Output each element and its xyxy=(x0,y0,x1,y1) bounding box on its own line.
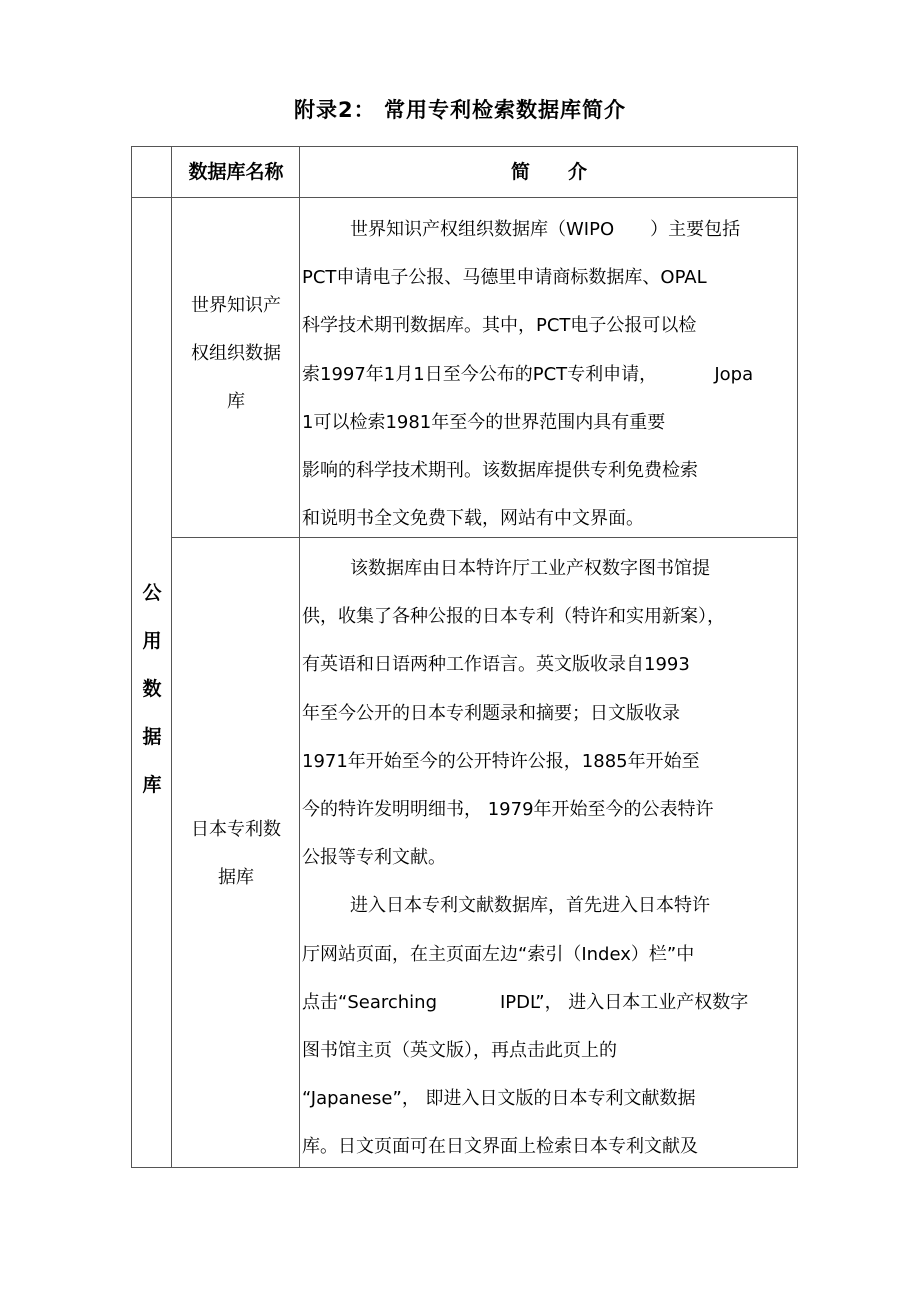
wipo-name-cell xyxy=(172,282,300,426)
category-char: 用 xyxy=(142,630,162,652)
desc-line: 今的特许发明明细书， 1979年开始至今的公表特许 xyxy=(302,798,714,820)
category-char: 据 xyxy=(142,726,162,748)
desc-line: 影响的科学技术期刊。该数据库提供专利免费检索 xyxy=(302,459,698,481)
name-line: 库 xyxy=(227,391,245,412)
jp-name-cell xyxy=(172,806,300,902)
desc-line: 和说明书全文免费下载，网站有中文界面。 xyxy=(302,508,644,530)
jp-description-cell xyxy=(300,545,798,1171)
desc-line: 点击“Searching IPDL”， 进入日本工业产权数字 xyxy=(302,991,749,1013)
name-line: 权组织数据 xyxy=(191,343,281,364)
category-char: 库 xyxy=(142,774,162,796)
category-char: 数 xyxy=(142,678,162,700)
desc-line: PCT申请电子公报、马德里申请商标数据库、OPAL xyxy=(302,267,707,289)
desc-line: 图书馆主页（英文版），再点击此页上的 xyxy=(302,1039,617,1061)
desc-line: 年至今公开的日本专利题录和摘要；日文版收录 xyxy=(302,702,680,724)
desc-line: 1可以检索1981年至今的世界范围内具有重要 xyxy=(302,411,666,433)
desc-line: 世界知识产权组织数据库（WIPO ）主要包括 xyxy=(350,219,741,240)
desc-line: 供，收集了各种公报的日本专利（特许和实用新案）， xyxy=(302,606,725,628)
database-table xyxy=(131,146,798,1168)
name-line: 据库 xyxy=(218,867,254,888)
header-name-cell: 数据库名称 xyxy=(188,161,284,183)
header-blank-cell xyxy=(132,147,172,197)
name-line: 世界知识产 xyxy=(191,295,281,316)
desc-line: 科学技术期刊数据库。其中，PCT电子公报可以检 xyxy=(302,315,697,337)
category-char: 公 xyxy=(142,582,162,604)
desc-line: 该数据库由日本特许厅工业产权数字图书馆提 xyxy=(350,558,710,579)
desc-line: 进入日本专利文献数据库，首先进入日本特许 xyxy=(350,895,710,917)
desc-line: 1971年开始至今的公开特许公报，1885年开始至 xyxy=(302,750,700,772)
desc-line: 索1997年1月1日至今公布的PCT专利申请， Jopa xyxy=(302,363,754,385)
name-line: 日本专利数 xyxy=(191,819,281,840)
desc-line: 厅网站页面，在主页面左边“索引（Index）栏”中 xyxy=(302,943,695,965)
page-title: 附录2： 常用专利检索数据库简介 xyxy=(294,98,626,122)
header-divider xyxy=(132,197,797,198)
desc-line: 有英语和日语两种工作语言。英文版收录自1993 xyxy=(302,654,690,676)
desc-line: 库。日文页面可在日文界面上检索日本专利文献及 xyxy=(302,1136,698,1158)
desc-line: 公报等专利文献。 xyxy=(302,847,446,869)
desc-line: “Japanese”， 即进入日文版的日本专利文献数据 xyxy=(302,1088,696,1110)
wipo-description-cell xyxy=(300,206,798,543)
header-intro-cell: 简 介 xyxy=(510,161,587,183)
category-cell xyxy=(132,569,172,809)
